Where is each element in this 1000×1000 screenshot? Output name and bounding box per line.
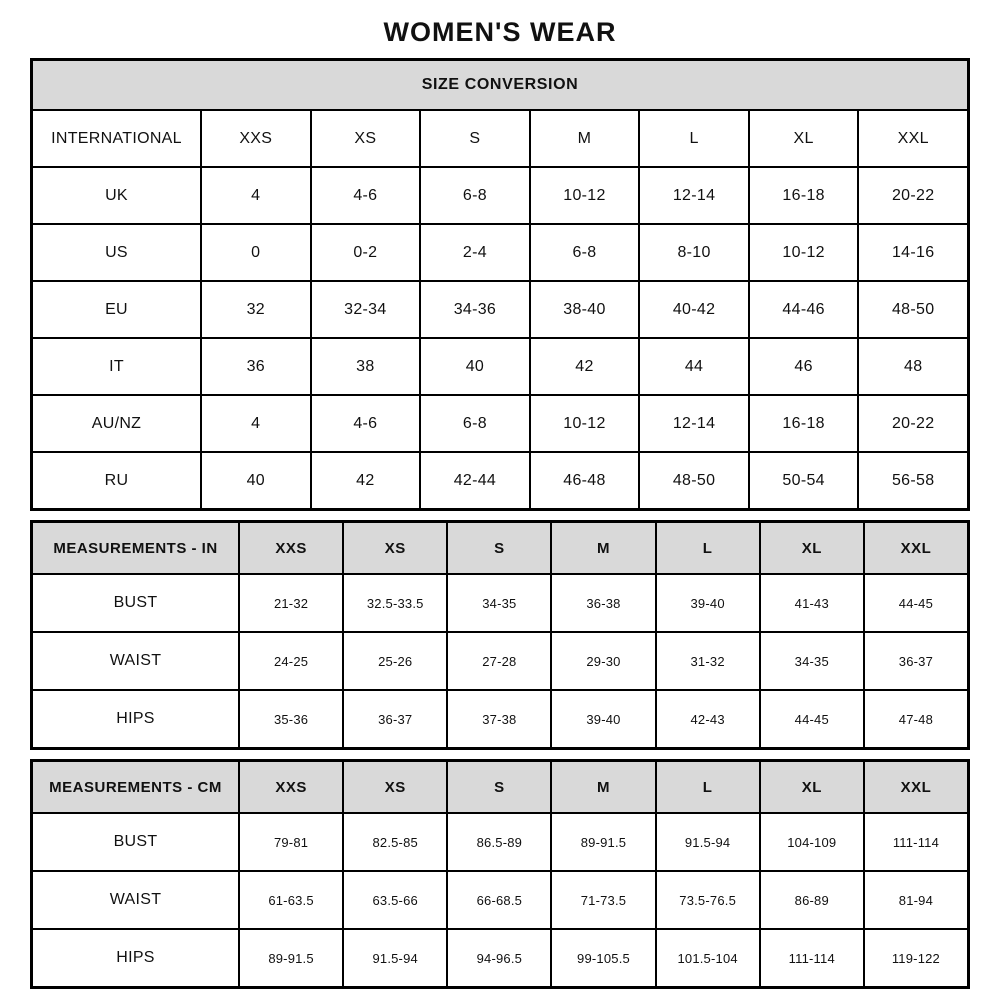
size-cell: 42 <box>531 339 639 394</box>
measurement-cell: 81-94 <box>865 872 967 928</box>
measurements-in-header: MEASUREMENTS - IN <box>33 523 238 573</box>
size-cell: 42-44 <box>421 453 529 508</box>
measurement-cell: 25-26 <box>344 633 446 689</box>
size-header-xl: XL <box>761 523 863 573</box>
row-label-waist: WAIST <box>33 633 238 689</box>
measurements-cm-header: MEASUREMENTS - CM <box>33 762 238 812</box>
size-cell: 6-8 <box>421 396 529 451</box>
row-label-bust: BUST <box>33 814 238 870</box>
measurement-cell: 104-109 <box>761 814 863 870</box>
size-header-xxs: XXS <box>240 523 342 573</box>
size-cell: 6-8 <box>421 168 529 223</box>
size-cell: 32-34 <box>312 282 420 337</box>
size-cell: 48-50 <box>640 453 748 508</box>
measurement-cell: 86.5-89 <box>448 814 550 870</box>
size-cell: 12-14 <box>640 396 748 451</box>
size-cell: 48 <box>859 339 967 394</box>
measurement-cell: 24-25 <box>240 633 342 689</box>
size-cell: 20-22 <box>859 168 967 223</box>
measurement-cell: 71-73.5 <box>552 872 654 928</box>
column-header-xxs: XXS <box>202 111 310 166</box>
measurement-cell: 79-81 <box>240 814 342 870</box>
row-label-hips: HIPS <box>33 930 238 986</box>
measurement-cell: 89-91.5 <box>240 930 342 986</box>
row-label-aunz: AU/NZ <box>33 396 200 451</box>
measurement-cell: 66-68.5 <box>448 872 550 928</box>
size-cell: 20-22 <box>859 396 967 451</box>
measurement-cell: 111-114 <box>865 814 967 870</box>
size-cell: 32 <box>202 282 310 337</box>
size-cell: 44 <box>640 339 748 394</box>
size-header-xs: XS <box>344 523 446 573</box>
size-cell: 34-36 <box>421 282 529 337</box>
measurement-cell: 99-105.5 <box>552 930 654 986</box>
size-cell: 4-6 <box>312 168 420 223</box>
measurement-cell: 35-36 <box>240 691 342 747</box>
measurement-cell: 61-63.5 <box>240 872 342 928</box>
measurement-cell: 36-37 <box>344 691 446 747</box>
size-header-s: S <box>448 762 550 812</box>
size-cell: 0 <box>202 225 310 280</box>
measurement-cell: 36-38 <box>552 575 654 631</box>
row-label-it: IT <box>33 339 200 394</box>
size-cell: 4 <box>202 168 310 223</box>
row-label-uk: UK <box>33 168 200 223</box>
measurement-cell: 94-96.5 <box>448 930 550 986</box>
measurement-cell: 37-38 <box>448 691 550 747</box>
column-header-xl: XL <box>750 111 858 166</box>
page-title: WOMEN'S WEAR <box>383 17 617 47</box>
measurement-cell: 44-45 <box>761 691 863 747</box>
size-header-s: S <box>448 523 550 573</box>
size-header-xxl: XXL <box>865 762 967 812</box>
size-cell: 8-10 <box>640 225 748 280</box>
measurement-cell: 29-30 <box>552 633 654 689</box>
measurement-cell: 63.5-66 <box>344 872 446 928</box>
size-header-l: L <box>657 523 759 573</box>
column-header-international: INTERNATIONAL <box>33 111 200 166</box>
measurement-cell: 91.5-94 <box>344 930 446 986</box>
measurement-cell: 32.5-33.5 <box>344 575 446 631</box>
row-label-waist: WAIST <box>33 872 238 928</box>
size-header-xxl: XXL <box>865 523 967 573</box>
measurement-cell: 42-43 <box>657 691 759 747</box>
size-cell: 46-48 <box>531 453 639 508</box>
column-header-l: L <box>640 111 748 166</box>
measurement-cell: 31-32 <box>657 633 759 689</box>
size-cell: 42 <box>312 453 420 508</box>
size-cell: 38 <box>312 339 420 394</box>
measurement-cell: 21-32 <box>240 575 342 631</box>
size-header-xxs: XXS <box>240 762 342 812</box>
size-cell: 56-58 <box>859 453 967 508</box>
measurements-in-table <box>30 520 970 750</box>
size-cell: 40 <box>202 453 310 508</box>
size-cell: 38-40 <box>531 282 639 337</box>
measurement-cell: 27-28 <box>448 633 550 689</box>
row-label-us: US <box>33 225 200 280</box>
size-cell: 6-8 <box>531 225 639 280</box>
size-cell: 16-18 <box>750 396 858 451</box>
size-cell: 40-42 <box>640 282 748 337</box>
size-cell: 0-2 <box>312 225 420 280</box>
measurement-cell: 47-48 <box>865 691 967 747</box>
column-header-s: S <box>421 111 529 166</box>
size-cell: 2-4 <box>421 225 529 280</box>
size-header-l: L <box>657 762 759 812</box>
size-header-m: M <box>552 523 654 573</box>
size-cell: 48-50 <box>859 282 967 337</box>
measurement-cell: 73.5-76.5 <box>657 872 759 928</box>
column-header-xxl: XXL <box>859 111 967 166</box>
size-header-xl: XL <box>761 762 863 812</box>
measurement-cell: 101.5-104 <box>657 930 759 986</box>
row-label-ru: RU <box>33 453 200 508</box>
size-cell: 4 <box>202 396 310 451</box>
row-label-hips: HIPS <box>33 691 238 747</box>
size-header-m: M <box>552 762 654 812</box>
row-label-eu: EU <box>33 282 200 337</box>
measurement-cell: 91.5-94 <box>657 814 759 870</box>
measurements-cm-table <box>30 759 970 989</box>
size-cell: 46 <box>750 339 858 394</box>
size-cell: 50-54 <box>750 453 858 508</box>
measurement-cell: 41-43 <box>761 575 863 631</box>
size-cell: 10-12 <box>750 225 858 280</box>
measurement-cell: 89-91.5 <box>552 814 654 870</box>
size-cell: 12-14 <box>640 168 748 223</box>
measurement-cell: 34-35 <box>448 575 550 631</box>
measurement-cell: 36-37 <box>865 633 967 689</box>
measurement-cell: 34-35 <box>761 633 863 689</box>
measurement-cell: 119-122 <box>865 930 967 986</box>
measurement-cell: 44-45 <box>865 575 967 631</box>
measurement-cell: 82.5-85 <box>344 814 446 870</box>
size-cell: 36 <box>202 339 310 394</box>
size-cell: 16-18 <box>750 168 858 223</box>
size-cell: 10-12 <box>531 396 639 451</box>
column-header-m: M <box>531 111 639 166</box>
column-header-xs: XS <box>312 111 420 166</box>
measurement-cell: 39-40 <box>657 575 759 631</box>
size-cell: 40 <box>421 339 529 394</box>
size-cell: 4-6 <box>312 396 420 451</box>
size-cell: 14-16 <box>859 225 967 280</box>
measurement-cell: 39-40 <box>552 691 654 747</box>
size-conversion-header: SIZE CONVERSION <box>33 61 967 109</box>
measurement-cell: 86-89 <box>761 872 863 928</box>
size-cell: 44-46 <box>750 282 858 337</box>
size-conversion-table <box>30 58 970 511</box>
size-header-xs: XS <box>344 762 446 812</box>
row-label-bust: BUST <box>33 575 238 631</box>
measurement-cell: 111-114 <box>761 930 863 986</box>
size-cell: 10-12 <box>531 168 639 223</box>
